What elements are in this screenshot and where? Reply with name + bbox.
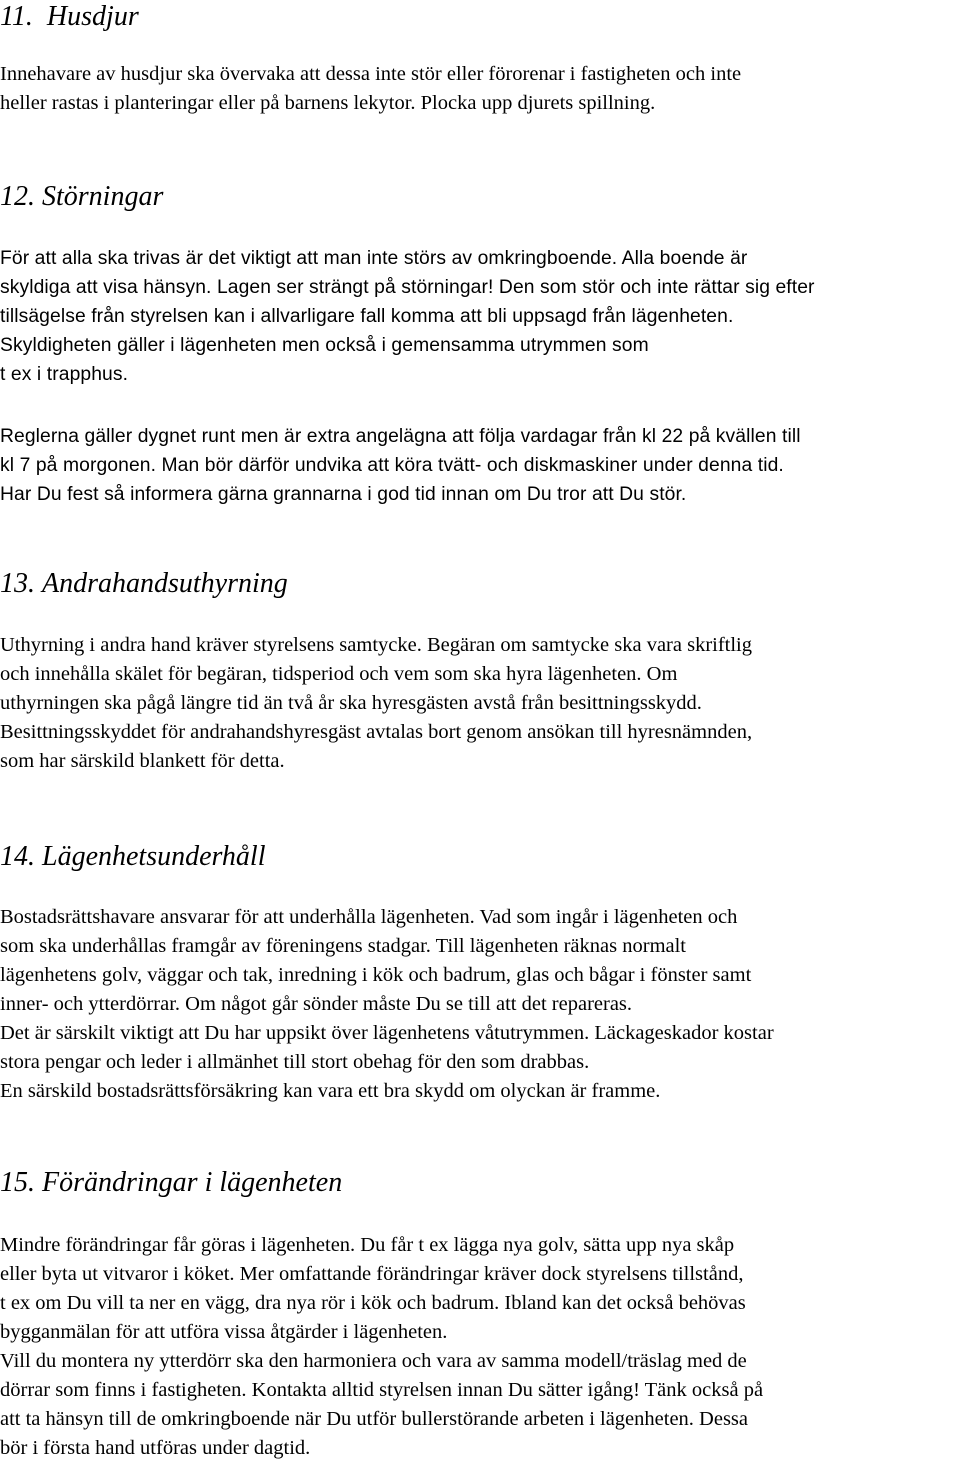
text-line: att ta hänsyn till de omkringboende när Du utför bullerstörande arbeten i lägenheten. Dessa (0, 1408, 749, 1430)
section-number: 11. (0, 1, 33, 32)
text-line: och innehålla skälet för begäran, tidsperiod och vem som ska hyra lägenheten. Om (0, 663, 678, 685)
text-line: skyldiga att visa hänsyn. Lagen ser strängt på störningar! Den som stör och inte rättar sig efter (0, 277, 815, 298)
section-number: 12. (0, 181, 35, 212)
text-line: Det är särskilt viktigt att Du har uppsikt över lägenhetens våtutrymmen. Läckageskador kostar (0, 1022, 774, 1044)
section-12-heading (0, 180, 163, 214)
text-line: t ex i trapphus. (0, 364, 129, 385)
text-line: Bostadsrättshavare ansvarar för att underhålla lägenheten. Vad som ingår i lägenheten och (0, 906, 738, 928)
section-11-paragraph (0, 60, 960, 118)
text-line: Skyldigheten gäller i lägenheten men också i gemensamma utrymmen som (0, 335, 649, 356)
text-line: Reglerna gäller dygnet runt men är extra angelägna att följa vardagar från kl 22 på kvällen till (0, 426, 801, 447)
section-title: Förändringar i lägenheten (42, 1167, 343, 1198)
section-title: Störningar (42, 181, 164, 212)
section-number: 13. (0, 568, 35, 599)
text-line: bygganmälan för att utföra vissa åtgärder i lägenheten. (0, 1321, 448, 1343)
text-line: inner- och ytterdörrar. Om något går sönder måste Du se till att det repareras. (0, 993, 633, 1015)
text-line: Innehavare av husdjur ska övervaka att dessa inte stör eller förorenar i fastigheten och inte (0, 63, 742, 85)
text-line: heller rastas i planteringar eller på barnens lekytor. Plocka upp djurets spillning. (0, 92, 656, 114)
text-line: t ex om Du vill ta ner en vägg, dra nya rör i kök och badrum. Ibland kan det också behövas (0, 1292, 746, 1314)
section-11-heading (0, 0, 139, 34)
text-line: Uthyrning i andra hand kräver styrelsens samtycke. Begäran om samtycke ska vara skriftlig (0, 634, 753, 656)
text-line: som ska underhållas framgår av föreningens stadgar. Till lägenheten räknas normalt (0, 935, 686, 957)
text-line: bör i första hand utföras under dagtid. (0, 1437, 311, 1459)
section-13-heading (0, 567, 288, 601)
text-line: Har Du fest så informera gärna grannarna i god tid innan om Du tror att Du stör. (0, 484, 687, 505)
section-number: 15. (0, 1167, 35, 1198)
text-line: tillsägelse från styrelsen kan i allvarligare fall komma att bli uppsagd från lägenheten. (0, 306, 734, 327)
text-line: uthyrningen ska pågå längre tid än två år ska hyresgästen avstå från besittningsskydd. (0, 692, 702, 714)
text-line: dörrar som finns i fastigheten. Kontakta alltid styrelsen innan Du sätter igång! Tänk också på (0, 1379, 764, 1401)
text-line: Besittningsskyddet för andrahandshyresgäst avtalas bort genom ansökan till hyresnämnden, (0, 721, 753, 743)
text-line: som har särskild blankett för detta. (0, 750, 285, 772)
section-15-heading (0, 1166, 342, 1200)
text-line: kl 7 på morgonen. Man bör därför undvika att köra tvätt- och diskmaskiner under denna tid. (0, 455, 784, 476)
text-line: eller byta ut vitvaror i köket. Mer omfattande förändringar kräver dock styrelsens tillstånd, (0, 1263, 744, 1285)
section-14-paragraph (0, 903, 960, 1106)
section-title: Andrahandsuthyrning (42, 568, 288, 599)
text-line: Mindre förändringar får göras i lägenheten. Du får t ex lägga nya golv, sätta upp nya skåp (0, 1234, 735, 1256)
section-15-paragraph (0, 1231, 960, 1463)
section-title: Husdjur (46, 1, 139, 32)
section-12-paragraph-1 (0, 244, 960, 389)
text-line: För att alla ska trivas är det viktigt att man inte störs av omkringboende. Alla boende är (0, 248, 748, 269)
section-12-paragraph-2 (0, 422, 960, 509)
text-line: En särskild bostadsrättsförsäkring kan vara ett bra skydd om olyckan är framme. (0, 1080, 661, 1102)
text-line: lägenhetens golv, väggar och tak, inredning i kök och badrum, glas och bågar i fönster samt (0, 964, 752, 986)
text-line: Vill du montera ny ytterdörr ska den harmoniera och vara av samma modell/träslag med de (0, 1350, 747, 1372)
section-13-paragraph (0, 631, 960, 776)
section-title: Lägenhetsunderhåll (42, 841, 266, 872)
section-number: 14. (0, 841, 35, 872)
text-line: stora pengar och leder i allmänhet till stort obehag för den som drabbas. (0, 1051, 590, 1073)
section-14-heading (0, 840, 265, 874)
